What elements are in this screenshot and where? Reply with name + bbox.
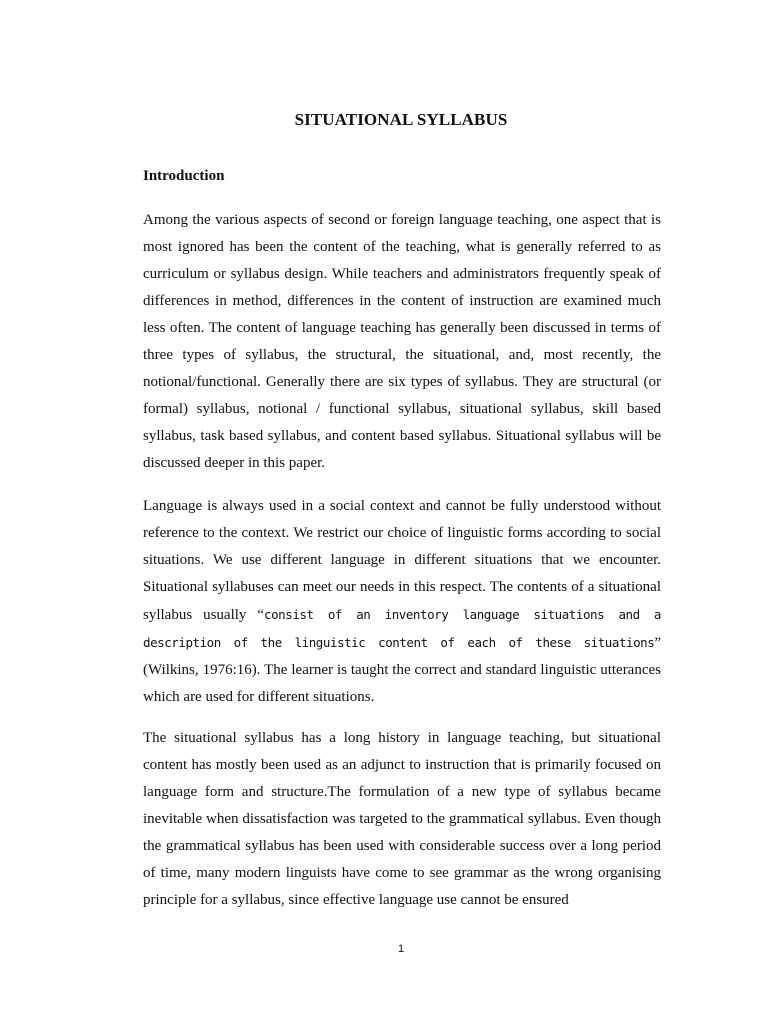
document-title: SITUATIONAL SYLLABUS	[294, 110, 508, 129]
page-number: 1	[397, 943, 405, 955]
paragraph-1: Among the various aspects of second or foreign language teaching, one aspect that is most ignored has been the content of the teaching, what is generally referred to as curriculum or syllabus design. While teachers and administrators frequently speak of differences in method, differences in the content of instruction are examined much less often. The content of language teaching has generally been discussed in terms of three types of syllabus, the structural, the situational, and, most recently, the notional/functional. Generally there are six types of syllabus. They are structural (or formal) syllabus, notional / functional syllabus, situational syllabus, skill based syllabus, task based syllabus, and content based syllabus. Situational syllabus will be discussed deeper in this paper.	[143, 212, 661, 471]
paragraph-2-text-before-quote: Language is always used in a social context and cannot be fully understood without reference to the context. We restrict our choice of linguistic forms according to social situations. We use different language in different situations that we encounter. Situational syllabuses can meet our needs in this respect. The contents of a situational syllabus usually “	[143, 498, 661, 623]
paragraph-2	[143, 493, 661, 711]
section-heading-introduction: Introduction	[143, 168, 225, 184]
paragraph-3: The situational syllabus has a long history in language teaching, but situational content has mostly been used as an adjunct to instruction that is primarily focused on language form and structure.The formulation of a new type of syllabus became inevitable when dissatisfaction was targeted to the grammatical syllabus. Even though the grammatical syllabus has been used with considerable success over a long period of time, many modern linguists have come to see grammar as the wrong organising principle for a syllabus, since effective language use cannot be ensured	[143, 730, 661, 908]
paragraph-2-text-after-quote: ” (Wilkins, 1976:16). The learner is taught the correct and standard linguistic utterances which are used for different situations.	[143, 635, 661, 705]
wilkins-quote: consist of an inventory language situations and a description of the linguistic content of each of these situations	[143, 607, 662, 650]
